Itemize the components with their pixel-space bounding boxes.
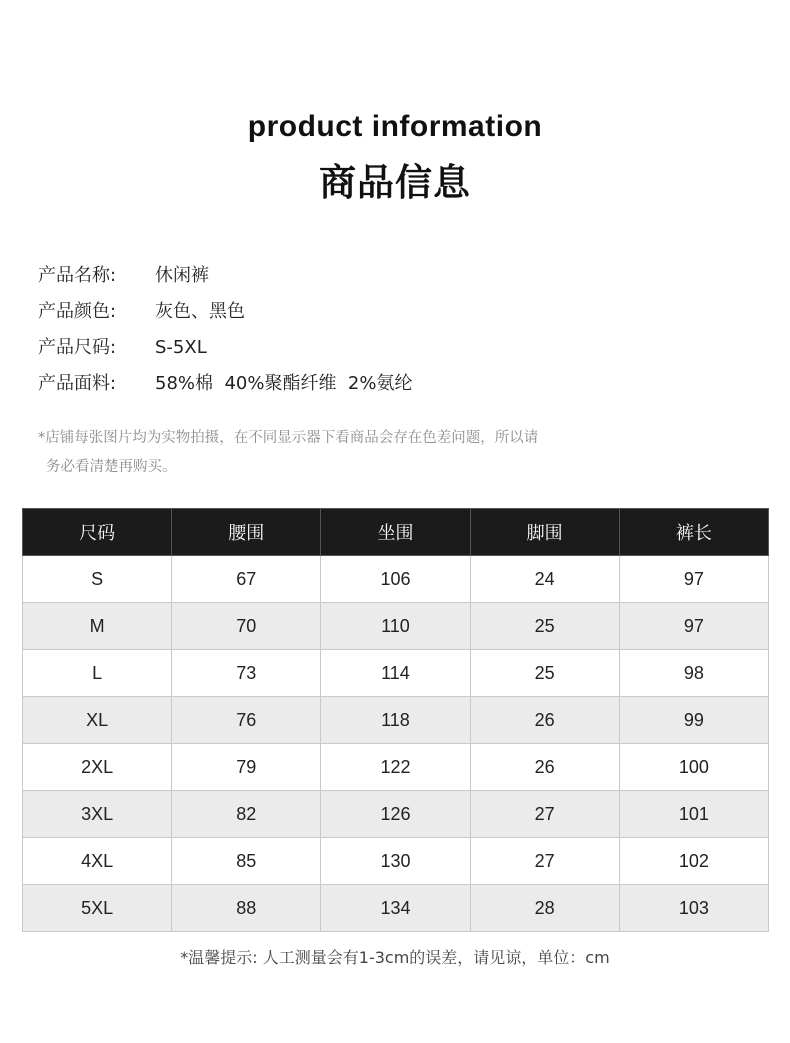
table-cell: 130 (321, 838, 470, 885)
column-header: 尺码 (23, 509, 172, 556)
table-row (23, 885, 769, 932)
info-value: 休闲裤 (155, 265, 209, 286)
table-cell: 70 (172, 603, 321, 650)
table-cell: 2XL (23, 744, 172, 791)
table-cell: 103 (619, 885, 768, 932)
table-cell: S (23, 556, 172, 603)
table-cell: 67 (172, 556, 321, 603)
table-cell: 110 (321, 603, 470, 650)
info-label: 产品面料: (38, 373, 117, 394)
table-cell: 73 (172, 650, 321, 697)
info-row-color (38, 298, 412, 334)
measurement-tip: *温馨提示: 人工测量会有1-3cm的误差，请见谅，单位：cm (180, 948, 610, 967)
table-cell: 101 (619, 791, 768, 838)
table-cell: 24 (470, 556, 619, 603)
table-cell: 28 (470, 885, 619, 932)
info-value: 灰色、黑色 (155, 301, 245, 322)
table-cell: L (23, 650, 172, 697)
table-row (23, 838, 769, 885)
table-cell: 99 (619, 697, 768, 744)
table-row (23, 744, 769, 791)
table-cell: 85 (172, 838, 321, 885)
table-cell: 27 (470, 791, 619, 838)
note-line: 务必看清楚再购买。 (46, 459, 177, 475)
table-cell: 26 (470, 744, 619, 791)
page-title-chinese: 商品信息 (319, 161, 471, 204)
info-value: 58%棉 40%聚酯纤维 2%氨纶 (155, 373, 413, 394)
table-cell: 3XL (23, 791, 172, 838)
table-cell: 25 (470, 603, 619, 650)
table-cell: 102 (619, 838, 768, 885)
table-cell: 88 (172, 885, 321, 932)
table-cell: 114 (321, 650, 470, 697)
table-cell: 5XL (23, 885, 172, 932)
info-row-name (38, 262, 412, 298)
column-header: 脚围 (470, 509, 619, 556)
table-cell: 122 (321, 744, 470, 791)
table-cell: 26 (470, 697, 619, 744)
table-row (23, 556, 769, 603)
table-row (23, 791, 769, 838)
color-disclaimer-note (38, 424, 618, 482)
table-cell: 100 (619, 744, 768, 791)
table-row (23, 650, 769, 697)
table-cell: M (23, 603, 172, 650)
table-cell: 118 (321, 697, 470, 744)
table-row (23, 697, 769, 744)
info-label: 产品名称: (38, 265, 117, 286)
column-header: 裤长 (619, 509, 768, 556)
table-cell: 98 (619, 650, 768, 697)
table-cell: 79 (172, 744, 321, 791)
table-body (23, 556, 769, 932)
table-cell: 82 (172, 791, 321, 838)
product-info-list (38, 262, 412, 406)
table-cell: 97 (619, 556, 768, 603)
table-row (23, 603, 769, 650)
table-cell: 134 (321, 885, 470, 932)
note-line: *店铺每张图片均为实物拍摄，在不同显示器下看商品会存在色差问题，所以请 (38, 430, 539, 446)
info-value: S-5XL (155, 337, 207, 358)
table-cell: 97 (619, 603, 768, 650)
table-cell: XL (23, 697, 172, 744)
column-header: 坐围 (321, 509, 470, 556)
info-label: 产品尺码: (38, 337, 117, 358)
table-cell: 27 (470, 838, 619, 885)
table-cell: 126 (321, 791, 470, 838)
table-cell: 76 (172, 697, 321, 744)
table-cell: 106 (321, 556, 470, 603)
info-label: 产品颜色: (38, 301, 117, 322)
column-header: 腰围 (172, 509, 321, 556)
table-header-row (23, 509, 769, 556)
page-title-english: product information (247, 110, 543, 143)
info-row-size (38, 334, 412, 370)
info-row-fabric (38, 370, 412, 406)
table-cell: 4XL (23, 838, 172, 885)
size-chart-table (22, 508, 769, 932)
table-cell: 25 (470, 650, 619, 697)
